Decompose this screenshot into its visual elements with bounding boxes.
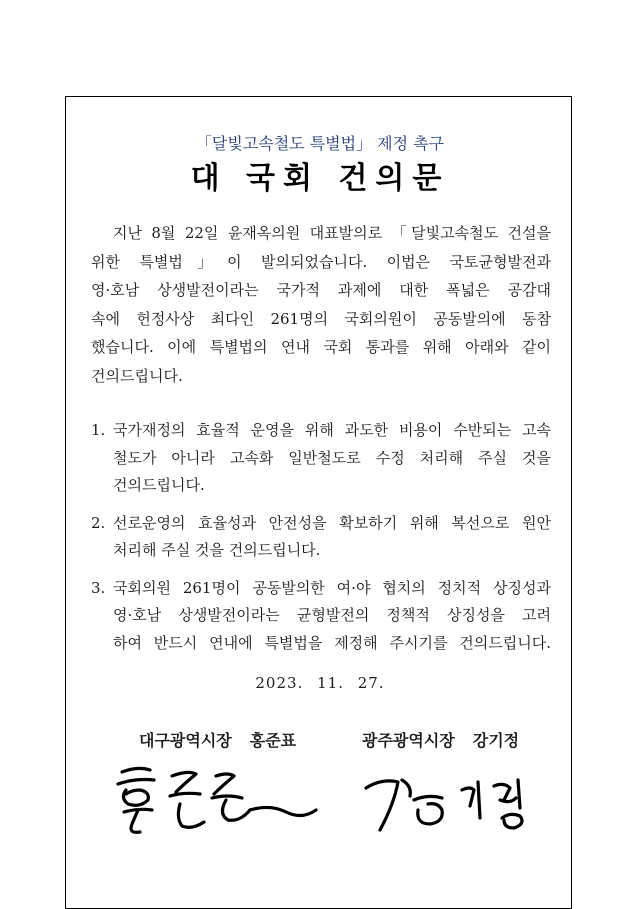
document-title: 대 국회 건의문 xyxy=(190,161,450,196)
signature-hong xyxy=(110,760,325,840)
intro-paragraph xyxy=(91,219,551,390)
proposal-line: 건의드립니다. xyxy=(113,476,205,494)
intro-line: 위한 특별법」이 발의되었습니다. 이법은 국토균형발전과 xyxy=(91,252,551,271)
proposal-line: 철도가 아니라 고속화 일반철도로 수정 처리해 주실 것을 xyxy=(113,448,551,467)
intro-line: 영·호남 상생발전이라는 국가적 과제에 대한 폭넓은 공감대 xyxy=(91,281,551,299)
document-date: 2023. 11. 27. xyxy=(255,674,385,692)
proposal-line: 처리해 주실 것을 건의드립니다. xyxy=(113,541,321,559)
proposal-number: 2. xyxy=(91,513,106,532)
proposal-item xyxy=(91,510,551,565)
proposal-item xyxy=(91,417,551,500)
signer-daegu xyxy=(139,728,296,751)
signer-role: 대구광역시장 xyxy=(139,731,232,750)
intro-line: 했습니다. 이에 특별법의 연내 국회 통과를 위해 아래와 같이 xyxy=(91,338,551,356)
proposal-item xyxy=(91,575,551,658)
proposal-line: 영·호남 상생발전이라는 균형발전의 정책적 상징성을 고려 xyxy=(113,606,551,624)
proposal-number: 3. xyxy=(91,578,106,597)
proposal-number: 1. xyxy=(91,421,106,439)
proposal-line: 국가재정의 효율적 운영을 위해 과도한 비용이 수반되는 고속 xyxy=(113,421,551,439)
proposal-line: 선로운영의 효율성과 안전성을 확보하기 위해 복선으로 원안 xyxy=(113,513,551,532)
signature-kang xyxy=(358,760,548,840)
proposal-line: 국회의원 261명이 공동발의한 여·야 협치의 정치적 상징성과 xyxy=(113,578,551,597)
signer-name: 홍준표 xyxy=(249,731,297,750)
intro-line: 건의드립니다. xyxy=(91,366,183,385)
proposal-list xyxy=(91,417,551,667)
signer-gwangju xyxy=(362,728,519,751)
intro-line: 속에 헌정사상 최다인 261명의 국회의원이 공동발의에 동참 xyxy=(91,309,551,328)
signer-role: 광주광역시장 xyxy=(362,731,455,750)
document-subtitle: 「달빛고속철도 특별법」 제정 촉구 xyxy=(195,134,445,153)
intro-line: 지난 8월 22일 윤재옥의원 대표발의로 「달빛고속철도 건설을 xyxy=(113,224,551,242)
proposal-line: 하여 반드시 연내에 특별법을 제정해 주시기를 건의드립니다. xyxy=(113,633,551,652)
signer-name: 강기정 xyxy=(472,731,520,750)
